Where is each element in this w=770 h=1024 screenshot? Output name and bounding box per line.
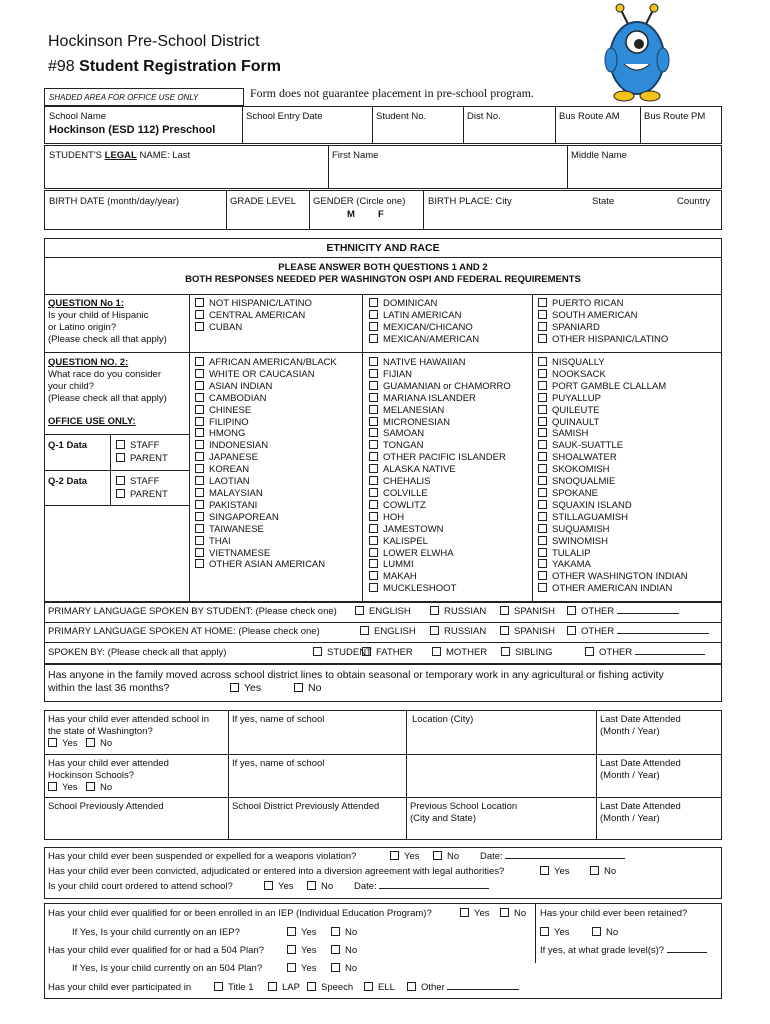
q2-option-checkbox-3[interactable]: MARIANA ISLANDER (369, 393, 511, 405)
q2-option-checkbox-10[interactable]: LAOTIAN (195, 476, 337, 488)
weapons-date-field[interactable]: Date: (480, 851, 625, 863)
wa-last-attended-field[interactable]: Last Date Attended (Month / Year) (600, 714, 681, 737)
q2-option-checkbox-1[interactable]: FIJIAN (369, 369, 511, 381)
question-2-title: QUESTION NO. 2: (48, 357, 129, 368)
q2-option-checkbox-1[interactable]: NOOKSACK (538, 369, 688, 381)
spoken-mother-checkbox[interactable]: MOTHER (432, 647, 487, 659)
gender-label: GENDER (Circle one) (313, 196, 406, 207)
q1-parent-checkbox[interactable]: PARENT (116, 453, 168, 465)
retained-no-checkbox[interactable]: No (592, 927, 618, 939)
q2-option-checkbox-18[interactable]: MAKAH (369, 571, 511, 583)
q2-option-checkbox-0[interactable]: AFRICAN AMERICAN/BLACK (195, 357, 337, 369)
q2-option-checkbox-7[interactable]: INDONESIAN (195, 440, 337, 452)
retained-grade-field[interactable]: If yes, at what grade level(s)? (540, 945, 707, 957)
spoken-sibling-checkbox[interactable]: SIBLING (501, 647, 553, 659)
q2-option-checkbox-16[interactable]: LOWER ELWHA (369, 548, 511, 560)
q2-option-checkbox-16[interactable]: TULALIP (538, 548, 688, 560)
spoken-by-label: SPOKEN BY: (Please check all that apply) (48, 647, 227, 658)
weapons-no-checkbox[interactable]: No (433, 851, 459, 863)
q2-option-checkbox-9[interactable]: ALASKA NATIVE (369, 464, 511, 476)
home-other-checkbox[interactable]: OTHER (567, 626, 709, 638)
q1-option-checkbox-2[interactable]: MEXICAN/CHICANO (369, 322, 479, 334)
school-name-value: Hockinson (ESD 112) Preschool (49, 124, 216, 136)
q2-option-checkbox-7[interactable]: TONGAN (369, 440, 511, 452)
q2-option-checkbox-7[interactable]: SAUK-SUATTLE (538, 440, 688, 452)
q1-text-line-1: or Latino origin? (48, 321, 117, 333)
q2-option-checkbox-14[interactable]: TAIWANESE (195, 524, 337, 536)
middle-name-field[interactable]: Middle Name (571, 150, 627, 161)
q2-option-checkbox-5[interactable]: MICRONESIAN (369, 417, 511, 429)
ell-checkbox[interactable]: ELL (364, 982, 395, 994)
q2-option-checkbox-15[interactable]: SWINOMISH (538, 536, 688, 548)
q2-option-checkbox-10[interactable]: SNOQUALMIE (538, 476, 688, 488)
gender-f-option[interactable]: F (378, 209, 384, 220)
q2-text-line-0: What race do you consider (48, 369, 162, 380)
birth-state-field[interactable]: State (592, 196, 615, 207)
student-russian-checkbox[interactable]: RUSSIAN (430, 606, 486, 618)
q1-option-checkbox-2[interactable]: SPANIARD (538, 322, 668, 334)
title1-checkbox[interactable]: Title 1 (214, 982, 254, 994)
q2-option-checkbox-8[interactable]: OTHER PACIFIC ISLANDER (369, 452, 511, 464)
gender-m-option[interactable]: M (347, 209, 355, 220)
form-title-text: Student Registration Form (79, 58, 281, 75)
q2-options-col2 (369, 357, 511, 595)
q2-option-checkbox-4[interactable]: MELANESIAN (369, 405, 511, 417)
migrant-no-checkbox[interactable]: No (294, 682, 321, 694)
birth-date-field[interactable]: BIRTH DATE (month/day/year) (49, 196, 180, 207)
speech-checkbox[interactable]: Speech (307, 982, 353, 994)
retained-question: Has your child ever been retained? (540, 908, 688, 919)
q1-option-checkbox-3[interactable]: OTHER HISPANIC/LATINO (538, 334, 668, 346)
attended-wa-yes-checkbox[interactable]: Yes (48, 738, 78, 750)
iep-yes-checkbox[interactable]: Yes (460, 908, 490, 920)
student-other-checkbox[interactable]: OTHER (567, 606, 679, 618)
spoken-other-checkbox[interactable]: OTHER (585, 647, 705, 659)
q2-option-checkbox-11[interactable]: MALAYSIAN (195, 488, 337, 500)
q2-option-checkbox-19[interactable]: OTHER AMERICAN INDIAN (538, 583, 688, 595)
school-name-label: School Name (49, 111, 107, 122)
plan504-yes-checkbox[interactable]: Yes (287, 945, 317, 957)
court-date-field[interactable]: Date: (354, 881, 489, 893)
student-english-checkbox[interactable]: ENGLISH (355, 606, 411, 618)
q2-option-checkbox-14[interactable]: JAMESTOWN (369, 524, 511, 536)
ethnicity-subtitle-2: BOTH RESPONSES NEEDED PER WASHINGTON OSPI AND FEDERAL REQUIREMENTS (185, 274, 581, 285)
attended-hockinson-yes-checkbox[interactable]: Yes (48, 782, 78, 794)
q2-option-checkbox-11[interactable]: COLVILLE (369, 488, 511, 500)
q2-option-checkbox-13[interactable]: SINGAPOREAN (195, 512, 337, 524)
attended-wa-no-checkbox[interactable]: No (86, 738, 112, 750)
q2-option-checkbox-2[interactable]: GUAMANIAN or CHAMORRO (369, 381, 511, 393)
q1-data-label: Q-1 Data (48, 440, 88, 451)
iep-current-question: If Yes, Is your child currently on an IEP? (72, 927, 240, 938)
birth-city-field[interactable]: BIRTH PLACE: City (428, 196, 512, 207)
q2-option-checkbox-2[interactable]: ASIAN INDIAN (195, 381, 337, 393)
q2-option-checkbox-17[interactable]: YAKAMA (538, 559, 688, 571)
iep-no-checkbox[interactable]: No (500, 908, 526, 920)
hockinson-school-name-field[interactable]: If yes, name of school (232, 758, 325, 769)
court-yes-checkbox[interactable]: Yes (264, 881, 294, 893)
hockinson-last-attended-field[interactable]: Last Date Attended (Month / Year) (600, 758, 681, 781)
q1-text-line-0: Is your child of Hispanic (48, 310, 149, 321)
first-name-field[interactable]: First Name (332, 150, 379, 161)
q2-option-checkbox-14[interactable]: SUQUAMISH (538, 524, 688, 536)
weapons-question: Has your child ever been suspended or expelled for a weapons violation? (48, 851, 357, 862)
q2-option-checkbox-5[interactable]: FILIPINO (195, 417, 337, 429)
convicted-yes-checkbox[interactable]: Yes (540, 866, 570, 878)
participated-question: Has your child ever participated in (48, 982, 192, 993)
last-name-prefix: STUDENT'S (49, 150, 105, 161)
birth-country-field[interactable]: Country (677, 196, 711, 207)
q2-data-label: Q-2 Data (48, 476, 88, 487)
q1-text-line-2: (Please check all that apply) (48, 333, 167, 345)
previous-last-attended-field[interactable]: Last Date Attended (Month / Year) (600, 801, 681, 824)
iep-current-no-checkbox[interactable]: No (331, 927, 357, 939)
q2-option-checkbox-4[interactable]: CHINESE (195, 405, 337, 417)
q2-option-checkbox-16[interactable]: VIETNAMESE (195, 548, 337, 560)
q2-option-checkbox-12[interactable]: SQUAXIN ISLAND (538, 500, 688, 512)
q2-option-checkbox-5[interactable]: QUINAULT (538, 417, 688, 429)
q2-option-checkbox-9[interactable]: SKOKOMISH (538, 464, 688, 476)
q2-option-checkbox-12[interactable]: PAKISTANI (195, 500, 337, 512)
q2-option-checkbox-3[interactable]: CAMBODIAN (195, 393, 337, 405)
q2-option-checkbox-18[interactable]: OTHER WASHINGTON INDIAN (538, 571, 688, 583)
convicted-no-checkbox[interactable]: No (590, 866, 616, 878)
q2-options-col1 (195, 357, 337, 571)
q2-option-checkbox-17[interactable]: OTHER ASIAN AMERICAN (195, 559, 337, 571)
q1-options-col1 (195, 298, 312, 334)
q2-option-checkbox-2[interactable]: PORT GAMBLE CLALLAM (538, 381, 688, 393)
q2-options-col3 (538, 357, 688, 595)
home-english-checkbox[interactable]: ENGLISH (360, 626, 416, 638)
q1-options-col2 (369, 298, 479, 346)
bus-route-pm-field[interactable]: Bus Route PM (644, 111, 706, 122)
last-name-suffix: NAME: Last (136, 150, 191, 161)
other-program-checkbox[interactable]: Other (407, 982, 519, 994)
dist-no-field[interactable]: Dist No. (467, 111, 501, 122)
disclaimer: Form does not guarantee placement in pre-school program. (250, 86, 534, 100)
last-name-field[interactable] (49, 150, 190, 162)
iep-question: Has your child ever qualified for or been enrolled in an IEP (Individual Education Program)? (48, 908, 432, 919)
q2-option-checkbox-1[interactable]: WHITE OR CAUCASIAN (195, 369, 337, 381)
q2-option-checkbox-10[interactable]: CHEHALIS (369, 476, 511, 488)
attended-wa-question: Has your child ever attended school in the state of Washington? (48, 714, 210, 737)
attended-hockinson-no-checkbox[interactable]: No (86, 782, 112, 794)
question-1-text (48, 310, 167, 346)
plan504-current-question: If Yes, Is your child currently on an 504 Plan? (72, 963, 263, 974)
previous-district-field[interactable]: School District Previously Attended (232, 801, 380, 812)
q2-option-checkbox-3[interactable]: PUYALLUP (538, 393, 688, 405)
q1-staff-checkbox[interactable]: STAFF (116, 440, 159, 452)
q2-option-checkbox-13[interactable]: HOH (369, 512, 511, 524)
home-spanish-checkbox[interactable]: SPANISH (500, 626, 555, 638)
q1-option-checkbox-2[interactable]: CUBAN (195, 322, 312, 334)
iep-current-yes-checkbox[interactable]: Yes (287, 927, 317, 939)
q2-option-checkbox-4[interactable]: QUILEUTE (538, 405, 688, 417)
plan504-question: Has your child ever qualified for or had a 504 Plan? (48, 945, 264, 956)
previous-location-field[interactable]: Previous School Location (City and State) (410, 801, 518, 824)
question-1-title: QUESTION No 1: (48, 298, 125, 309)
q2-option-checkbox-15[interactable]: KALISPEL (369, 536, 511, 548)
bus-route-am-field[interactable]: Bus Route AM (559, 111, 620, 122)
q2-option-checkbox-13[interactable]: STILLAGUAMISH (538, 512, 688, 524)
legal-emphasis: LEGAL (104, 150, 137, 161)
q2-option-checkbox-0[interactable]: NATIVE HAWAIIAN (369, 357, 511, 369)
office-use-label: OFFICE USE ONLY: (48, 416, 136, 427)
q1-option-checkbox-0[interactable]: PUERTO RICAN (538, 298, 668, 310)
student-no-field[interactable]: Student No. (376, 111, 427, 122)
ethnicity-subtitle-1: PLEASE ANSWER BOTH QUESTIONS 1 AND 2 (278, 262, 488, 273)
q2-option-checkbox-8[interactable]: SHOALWATER (538, 452, 688, 464)
q2-parent-checkbox[interactable]: PARENT (116, 489, 168, 501)
mascot-illustration (604, 2, 670, 104)
q2-option-checkbox-8[interactable]: JAPANESE (195, 452, 337, 464)
question-2-text (48, 369, 167, 405)
attended-hockinson-question: Has your child ever attended Hockinson Schools? (48, 758, 169, 781)
home-russian-checkbox[interactable]: RUSSIAN (430, 626, 486, 638)
q1-option-checkbox-1[interactable]: SOUTH AMERICAN (538, 310, 668, 322)
plan504-current-yes-checkbox[interactable]: Yes (287, 963, 317, 975)
q2-option-checkbox-19[interactable]: MUCKLESHOOT (369, 583, 511, 595)
q2-option-checkbox-9[interactable]: KOREAN (195, 464, 337, 476)
q2-option-checkbox-6[interactable]: SAMISH (538, 428, 688, 440)
q1-option-checkbox-1[interactable]: CENTRAL AMERICAN (195, 310, 312, 322)
retained-yes-checkbox[interactable]: Yes (540, 927, 570, 939)
q2-text-line-2: (Please check all that apply) (48, 392, 167, 404)
ethnicity-title: ETHNICITY AND RACE (326, 242, 440, 254)
wa-school-name-field[interactable]: If yes, name of school (232, 714, 325, 725)
district-title: Hockinson Pre-School District (48, 33, 260, 50)
student-spanish-checkbox[interactable]: SPANISH (500, 606, 555, 618)
migrant-question-line2: within the last 36 months? (48, 682, 170, 694)
q2-option-checkbox-11[interactable]: SPOKANE (538, 488, 688, 500)
court-question: Is your child court ordered to attend school? (48, 881, 233, 892)
q2-option-checkbox-0[interactable]: NISQUALLY (538, 357, 688, 369)
language-home-label: PRIMARY LANGUAGE SPOKEN AT HOME: (Please check one) (48, 626, 320, 637)
q1-option-checkbox-0[interactable]: NOT HISPANIC/LATINO (195, 298, 312, 310)
spoken-student-checkbox[interactable]: STUDENT (313, 647, 372, 659)
plan504-no-checkbox[interactable]: No (331, 945, 357, 957)
migrant-yes-checkbox[interactable]: Yes (230, 682, 261, 694)
q1-options-col3 (538, 298, 668, 346)
q2-option-checkbox-6[interactable]: HMONG (195, 428, 337, 440)
q2-option-checkbox-15[interactable]: THAI (195, 536, 337, 548)
q2-text-line-1: your child? (48, 380, 94, 392)
q1-option-checkbox-3[interactable]: MEXICAN/AMERICAN (369, 334, 479, 346)
previous-school-field[interactable]: School Previously Attended (48, 801, 164, 812)
form-number: #98 (48, 58, 75, 75)
q1-option-checkbox-0[interactable]: DOMINICAN (369, 298, 479, 310)
school-entry-date-field[interactable]: School Entry Date (246, 111, 323, 122)
weapons-yes-checkbox[interactable]: Yes (390, 851, 420, 863)
spoken-father-checkbox[interactable]: FATHER (362, 647, 413, 659)
lap-checkbox[interactable]: LAP (268, 982, 300, 994)
migrant-question-line1: Has anyone in the family moved across school district lines to obtain seasonal or temporary work in any agricultural or fishing activity (48, 669, 664, 681)
q1-option-checkbox-1[interactable]: LATIN AMERICAN (369, 310, 479, 322)
convicted-question: Has your child ever been convicted, adjudicated or entered into a diversion agreement with legal authorities? (48, 866, 505, 877)
q2-option-checkbox-6[interactable]: SAMOAN (369, 428, 511, 440)
office-note: SHADED AREA FOR OFFICE USE ONLY (49, 93, 199, 102)
form-title (48, 57, 281, 77)
grade-level-field[interactable]: GRADE LEVEL (230, 196, 296, 207)
q2-staff-checkbox[interactable]: STAFF (116, 476, 159, 488)
q2-option-checkbox-17[interactable]: LUMMI (369, 559, 511, 571)
wa-school-location-field[interactable]: Location (City) (412, 714, 474, 725)
court-no-checkbox[interactable]: No (307, 881, 333, 893)
plan504-current-no-checkbox[interactable]: No (331, 963, 357, 975)
q2-option-checkbox-12[interactable]: COWLITZ (369, 500, 511, 512)
language-student-label: PRIMARY LANGUAGE SPOKEN BY STUDENT: (Please check one) (48, 606, 337, 617)
